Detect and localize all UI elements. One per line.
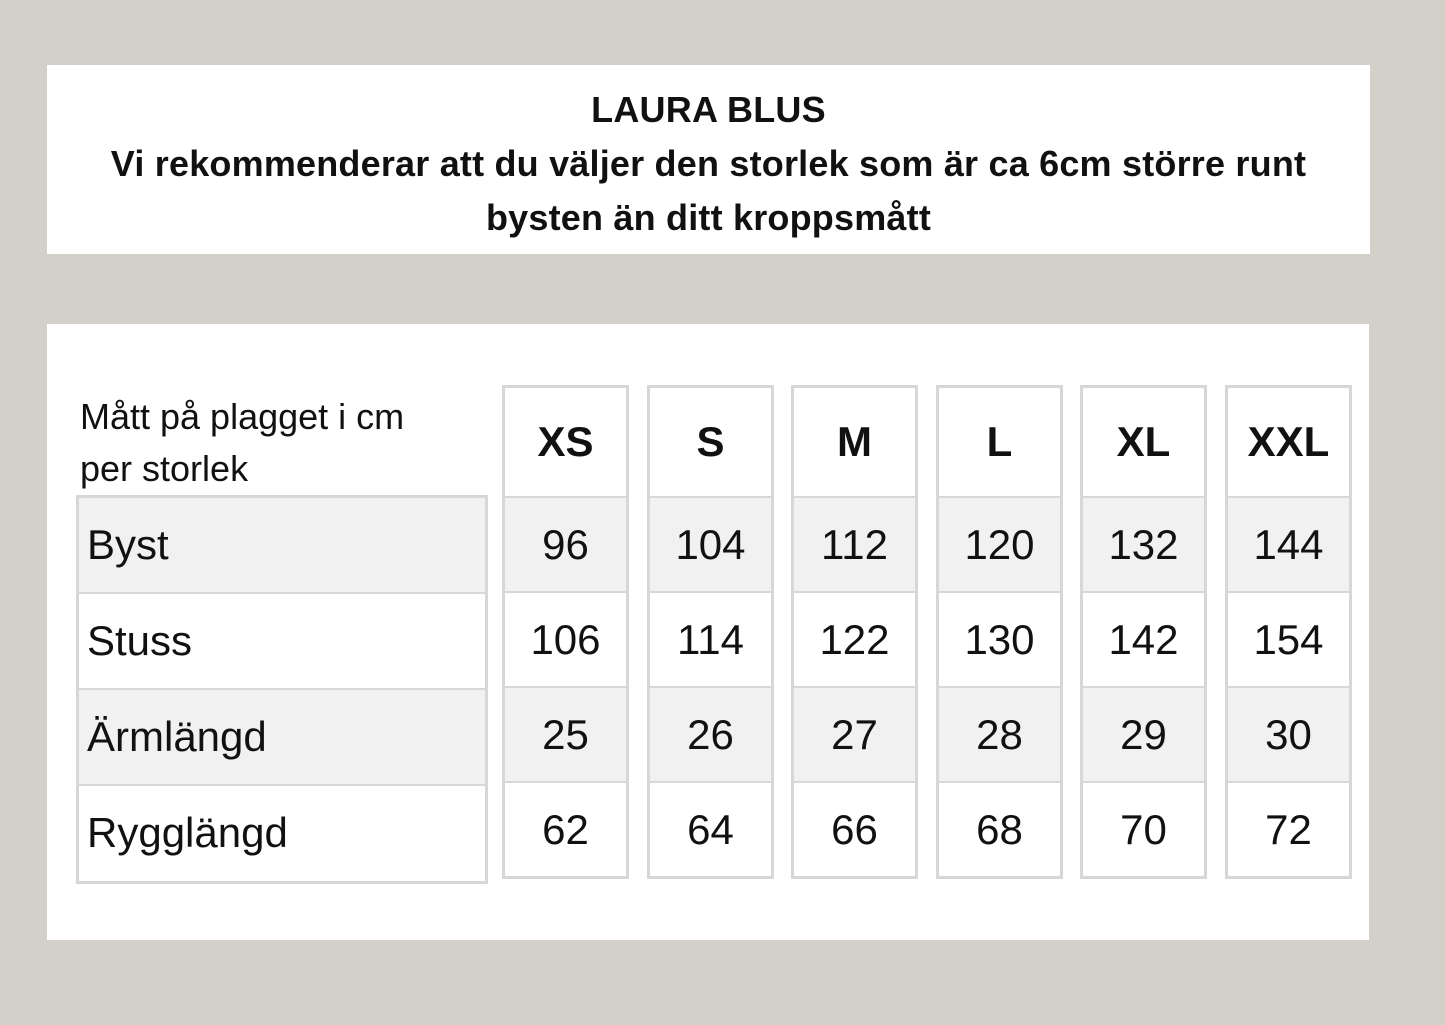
- size-cell: 62: [542, 805, 589, 853]
- size-cell: 68: [976, 805, 1023, 853]
- size-column-s: [647, 385, 774, 879]
- size-cell: 28: [939, 688, 1060, 783]
- size-cell: 96: [505, 498, 626, 593]
- size-cell: 154: [1228, 593, 1349, 688]
- row-label-byst: Byst: [79, 498, 485, 594]
- size-cell: 144: [1228, 498, 1349, 593]
- size-header-xxl: XXL: [1228, 388, 1349, 498]
- size-column-xs: [502, 385, 629, 879]
- size-cell: 104: [650, 498, 771, 593]
- row-labels-column: [76, 495, 488, 884]
- size-cell: 72: [1265, 805, 1312, 853]
- size-header-s: S: [650, 388, 771, 498]
- size-column-l: [936, 385, 1063, 879]
- table-caption-line-1: Mått på plagget i cm: [80, 396, 405, 437]
- size-cell: 130: [939, 593, 1060, 688]
- header-panel: [47, 65, 1370, 254]
- table-caption: [80, 391, 500, 495]
- size-cell: 142: [1083, 593, 1204, 688]
- size-column-xl: [1080, 385, 1207, 879]
- size-cell: 120: [939, 498, 1060, 593]
- row-label-stuss: Stuss: [79, 594, 485, 690]
- row-label-rygglangd: Rygglängd: [87, 809, 288, 856]
- size-column-m: [791, 385, 918, 879]
- size-header-m: M: [794, 388, 915, 498]
- size-cell: 106: [505, 593, 626, 688]
- size-cell: 66: [831, 805, 878, 853]
- size-cell: 30: [1228, 688, 1349, 783]
- size-recommendation-line-2: bysten än ditt kroppsmått: [485, 197, 932, 238]
- product-title: LAURA BLUS: [591, 89, 826, 130]
- size-cell: 70: [1120, 805, 1167, 853]
- size-header-l: L: [939, 388, 1060, 498]
- row-label-armlangd: Ärmlängd: [79, 690, 485, 786]
- size-cell: 25: [505, 688, 626, 783]
- size-column-xxl: [1225, 385, 1352, 879]
- size-header-xl: XL: [1083, 388, 1204, 498]
- table-caption-line-2: per storlek: [80, 448, 249, 489]
- size-cell: 122: [794, 593, 915, 688]
- size-recommendation-line-1: Vi rekommenderar att du väljer den storlek som är ca 6cm större runt: [110, 143, 1307, 184]
- size-cell: 26: [650, 688, 771, 783]
- size-cell: 29: [1083, 688, 1204, 783]
- size-cell: 27: [794, 688, 915, 783]
- size-header-xs: XS: [505, 388, 626, 498]
- size-cell: 114: [650, 593, 771, 688]
- size-table-panel: [47, 324, 1369, 940]
- size-cell: 132: [1083, 498, 1204, 593]
- size-cell: 64: [687, 805, 734, 853]
- size-cell: 112: [794, 498, 915, 593]
